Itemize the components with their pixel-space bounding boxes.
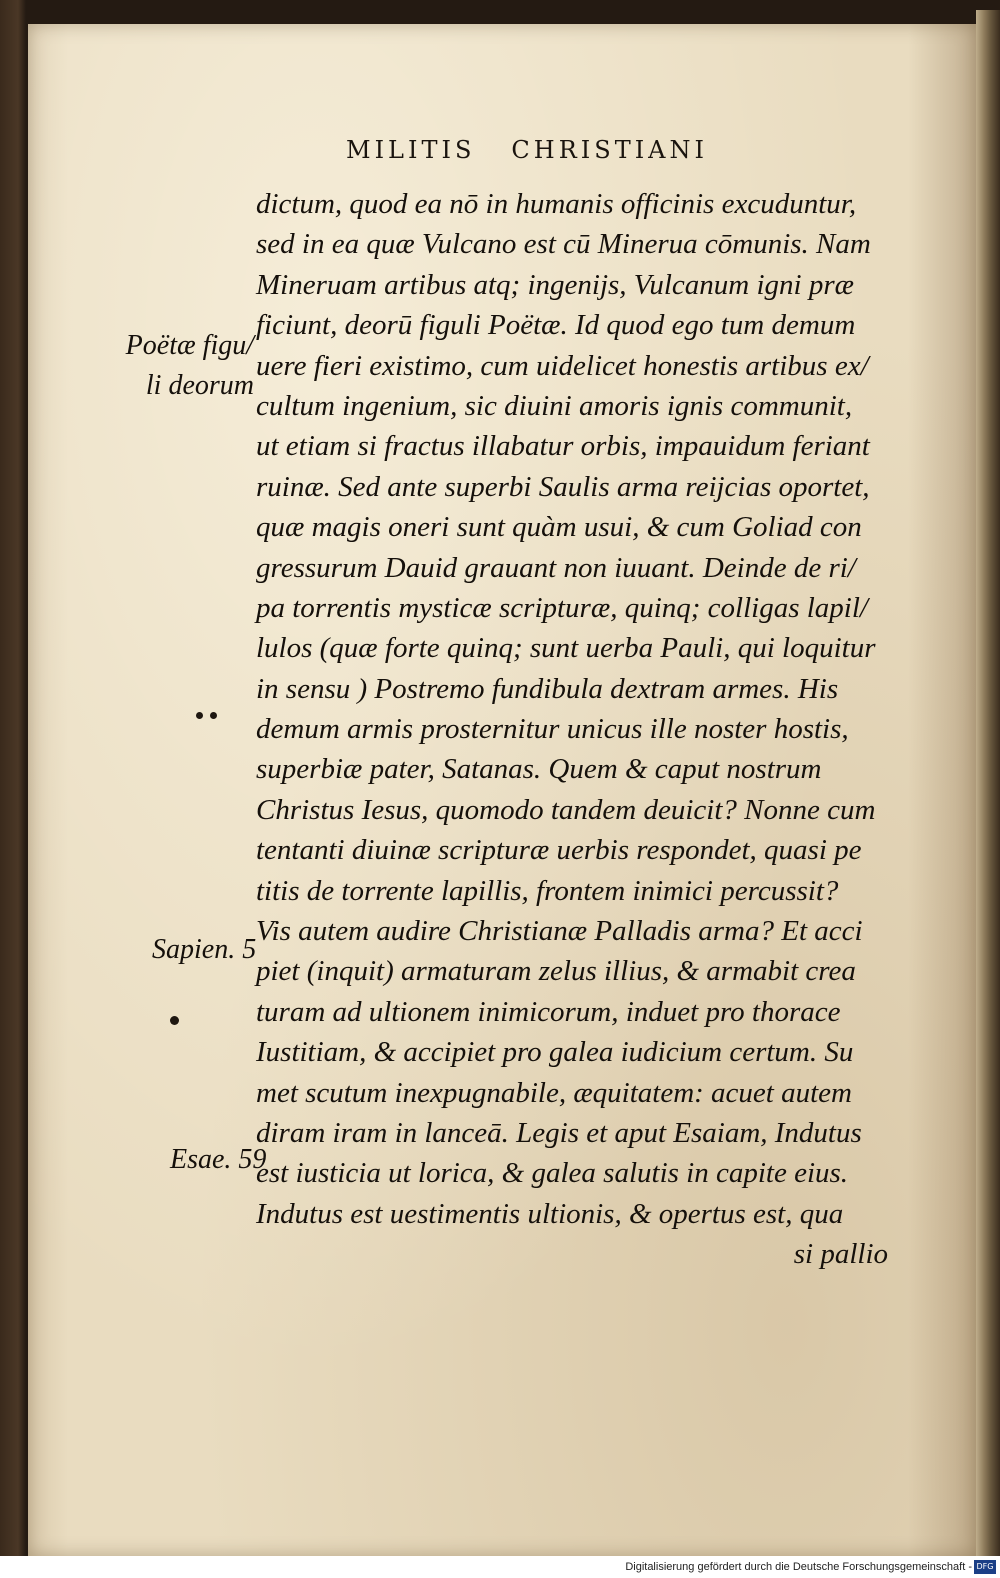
text-line: Iustitiam, & accipiet pro galea iudicium certum. Su [256,1036,854,1069]
text-line: uere fieri existimo, cum uidelicet honestis artibus ex/ [256,349,869,382]
text-line: Mineruam artibus atq; ingenijs, Vulcanum igni præ [256,268,854,301]
ink-dot [170,1016,179,1025]
text-line: lulos (quæ forte quinq; sunt uerba Pauli, qui loquitur [256,632,876,665]
text-line: in sensu ) Postremo fundibula dextram armes. His [256,672,839,705]
text-line-catchword: si pallio [793,1238,888,1271]
funding-footer [0,1556,1000,1578]
text-line: ficiunt, deorū figuli Poëtæ. Id quod ego tum demum [256,309,856,342]
text-line: Christus Iesus, quomodo tandem deuicit? Nonne cum [256,793,876,826]
marginal-note-esae: Esae. 59 [170,1144,267,1175]
text-line: piet (inquit) armaturam zelus illius, & armabit crea [256,955,856,988]
text-line: gressurum Dauid grauant non iuuant. Deinde de ri/ [256,551,856,584]
funding-text: Digitalisierung gefördert durch die Deutsche Forschungsgemeinschaft - [625,1561,972,1573]
text-line: met scutum inexpugnabile, æquitatem: acuet autem [256,1076,852,1109]
marginal-note-poetae [104,326,254,406]
ink-dot [196,712,203,719]
text-line: superbiæ pater, Satanas. Quem & caput nostrum [256,753,822,786]
body-text [256,184,936,1275]
text-line: ut etiam si fractus illabatur orbis, impauidum feriant [256,430,870,463]
running-header-left: MILITIS [346,136,476,164]
text-line: quæ magis oneri sunt quàm usui, & cum Goliad con [256,511,862,544]
text-line: tentanti diuinæ scripturæ uerbis respondet, quasi pe [256,834,862,867]
text-line: pa torrentis mysticæ scripturæ, quinq; colligas lapil/ [256,591,868,624]
text-line: sed in ea quæ Vulcano est cū Minerua cōmunis. Nam [256,228,871,261]
ink-dot [210,712,217,719]
marginal-note-poetae-line1: Poëtæ figu/ [125,330,254,361]
marginal-note-poetae-line2: li deorum [145,370,254,401]
text-line: diram iram in lanceā. Legis et aput Esaiam, Indutus [256,1116,862,1149]
text-line: ruinæ. Sed ante superbi Saulis arma reijcias oportet, [256,470,870,503]
text-line: turam ad ultionem inimicorum, induet pro thorace [256,995,841,1028]
dfg-logo-icon: DFG [974,1560,996,1574]
text-line: cultum ingenium, sic diuini amoris ignis communit, [256,389,853,422]
text-line: demum armis prosternitur unicus ille noster hostis, [256,713,849,746]
running-header [28,136,976,164]
marginal-note-sapien: Sapien. 5 [152,934,257,965]
book-edge [976,10,1000,1560]
text-line: est iusticia ut lorica, & galea salutis in capite eius. [256,1157,849,1190]
text-line: Indutus est uestimentis ultionis, & opertus est, qua [256,1197,844,1230]
text-line: titis de torrente lapillis, frontem inimici percussit? [256,874,839,907]
book-page [28,24,976,1556]
text-line: dictum, quod ea nō in humanis officinis excuduntur, [256,188,857,220]
running-header-right: CHRISTIANI [511,136,708,164]
text-line: Vis autem audire Christianæ Palladis arma? Et acci [256,915,863,948]
